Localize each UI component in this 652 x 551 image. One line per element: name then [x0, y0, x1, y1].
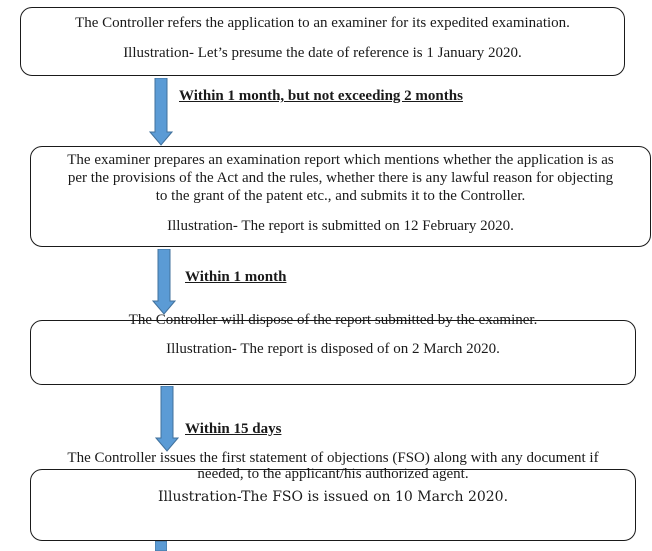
step-2-illustration: Illustration- The report is submitted on 12 February 2020. [167, 218, 514, 234]
step-3-illustration: Illustration- The report is disposed of on 2 March 2020. [166, 341, 500, 357]
step-2-description-line-3: to the grant of the patent etc., and submits it to the Controller. [155, 188, 526, 204]
step-4-description-line-1: The Controller issues the first statement of objections (FSO) along with any document if [67, 450, 599, 466]
step-1-illustration: Illustration- Let’s presume the date of reference is 1 January 2020. [123, 45, 522, 61]
down-arrow-icon-2 [152, 249, 176, 315]
down-arrow-icon-1 [149, 78, 173, 146]
step-4-illustration: Illustration-The FSO is issued on 10 March 2020. [157, 489, 509, 505]
step-1-description: The Controller refers the application to an examiner for its expedited examination. [75, 15, 570, 31]
step-2-description-line-2: per the provisions of the Act and the rules, whether there is any lawful reason for objecting [67, 170, 614, 186]
arrow-3-label: Within 15 days [185, 421, 282, 437]
arrow-1-label: Within 1 month, but not exceeding 2 months [179, 88, 463, 104]
step-3-description: The Controller will dispose of the report submitted by the examiner. [128, 312, 538, 328]
arrow-2-label: Within 1 month [185, 269, 287, 285]
down-arrow-icon-3 [155, 386, 179, 452]
step-4-description-line-2: needed, to the applicant/his authorized agent. [197, 466, 469, 482]
down-arrow-icon-4 [155, 541, 167, 551]
step-2-description-line-1: The examiner prepares an examination report which mentions whether the application is as [67, 152, 614, 168]
